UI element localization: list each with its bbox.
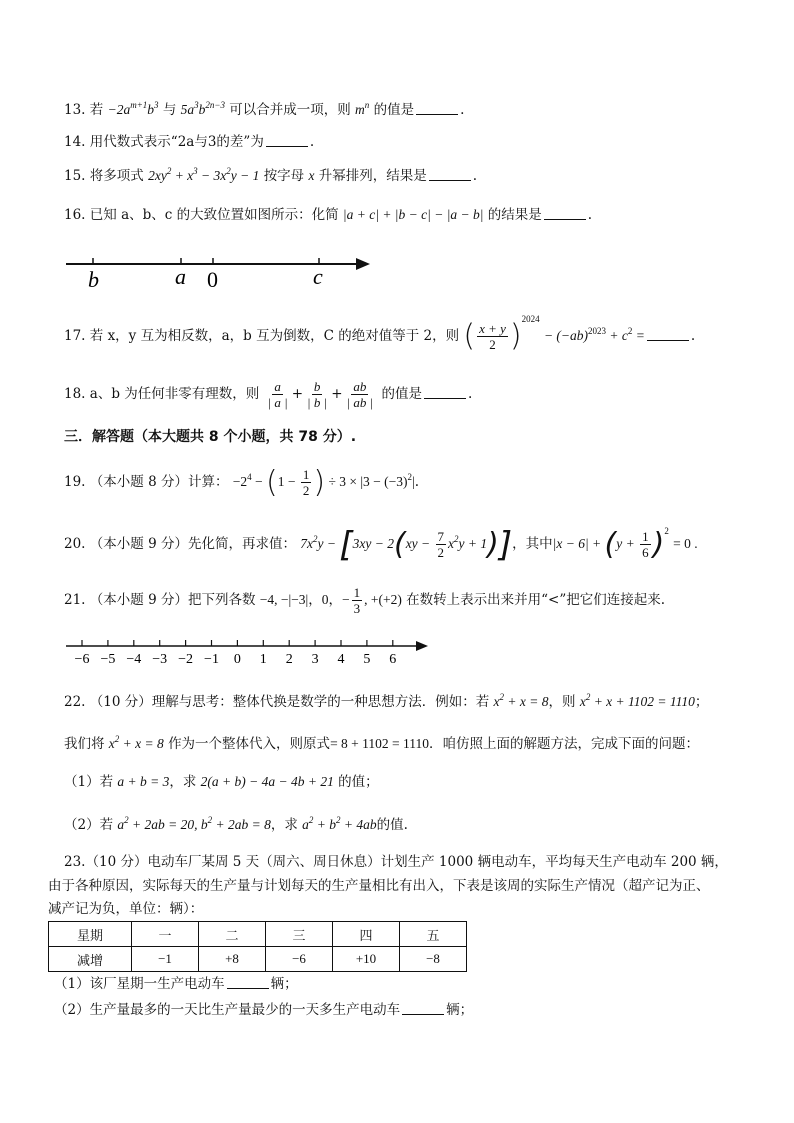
q17-number: 17. xyxy=(64,328,86,344)
table-row xyxy=(49,922,467,947)
question-22-part2 xyxy=(64,816,408,834)
q18-frac-b: $\frac{b}{| b |}$ xyxy=(307,379,328,410)
q16-label-zero: 0 xyxy=(207,267,218,292)
question-23-line3 xyxy=(48,900,203,918)
question-15 xyxy=(64,167,477,185)
q21-tick-label: 2 xyxy=(285,652,293,667)
q22-p2-b: ，求 xyxy=(270,817,298,833)
q13-term1: $-2a^{m+1}b^3$ xyxy=(107,100,159,117)
q18-text-a: a、b 为任何非零有理数，则 xyxy=(89,386,260,402)
table-header-cell: 二 xyxy=(199,922,266,947)
question-23-line2 xyxy=(48,877,710,895)
q16-number-line xyxy=(60,252,380,294)
q22-p2-c: 的值. xyxy=(376,817,408,833)
q14-end: . xyxy=(309,134,315,150)
question-23-part1 xyxy=(54,975,298,993)
q19-end: . xyxy=(414,474,420,490)
q15-text-d: 升幂排列，结果是 xyxy=(318,168,427,184)
question-22-line2 xyxy=(64,735,699,753)
q17-text-a: 若 x，y 互为相反数，a，b 互为倒数，C 的绝对值等于 2，则 xyxy=(89,328,460,344)
q13-text-b: 与 xyxy=(162,102,177,118)
q18-text-b: 的值是 xyxy=(381,386,422,402)
q17-paren-open: ( xyxy=(463,318,476,354)
q13-end: . xyxy=(460,102,465,118)
q19-number: 19. xyxy=(64,474,86,490)
q22-line2-b: 作为一个整体代入，则原式 xyxy=(168,736,331,752)
question-21 xyxy=(64,580,665,620)
q22-number: 22. xyxy=(64,694,86,710)
q15-variable: x xyxy=(308,168,315,183)
q18-answer-blank[interactable] xyxy=(424,386,466,399)
question-23-part2 xyxy=(54,1001,473,1019)
question-18: 18. a、b 为任何非零有理数，则 $\frac{a}{| a |}$ + $\frac{b}{| b |}$ + $\frac{ab}{| ab |}$ 的值是 . xyxy=(64,379,473,410)
q21-text-a: （本小题 9 分）把下列各数 xyxy=(89,592,256,608)
q21-tick-label: 1 xyxy=(259,652,267,667)
q22-p1-expr: 2(a + b) − 4a − 4b + 21 xyxy=(200,774,334,789)
q13-mn: $m^n$ xyxy=(355,100,370,117)
q22-line2-a: 我们将 xyxy=(64,736,105,752)
q21-tick-label: 4 xyxy=(337,652,345,667)
q13-text-a: 若 xyxy=(89,102,104,118)
q16-text-a: 已知 a、b、c 的大致位置如图所示：化简 xyxy=(89,207,339,223)
question-23 xyxy=(64,853,728,871)
table-header-cell: 五 xyxy=(400,922,467,947)
q21-tick-label: 6 xyxy=(389,652,397,667)
q16-label-a: a xyxy=(175,264,186,289)
q18-number: 18. xyxy=(64,386,86,402)
q23-line2: 由于各种原因，实际每天的生产量与计划每天的生产量相比有出入，下表是该周的实际生产情况（超产记为正、 xyxy=(48,878,710,894)
table-cell: −6 xyxy=(266,947,333,972)
q16-end: . xyxy=(587,207,593,223)
question-20 xyxy=(64,522,698,566)
table-cell: −8 xyxy=(400,947,467,972)
table-row xyxy=(49,947,467,972)
q13-text-c: 可以合并成一项，则 xyxy=(229,102,351,118)
q21-number: 21. xyxy=(64,592,86,608)
question-17 xyxy=(64,316,695,356)
q14-answer-blank[interactable] xyxy=(266,134,308,147)
q14-text-a: 用代数式表示“ xyxy=(89,134,178,150)
q23-number: 23. xyxy=(64,854,86,870)
q22-text-a: （10 分）理解与思考：整体代换是数学的一种思想方法．例如：若 xyxy=(89,694,490,710)
q16-number: 16. xyxy=(64,207,86,223)
q21-tick-label: −4 xyxy=(126,652,142,667)
q15-answer-blank[interactable] xyxy=(429,168,471,181)
q19-expression: $-2^4 - (1$ − $\frac{1}{2}$ ) ÷ $3 \times |3 - (-3)^2|$ xyxy=(232,464,415,500)
table-cell: +10 xyxy=(333,947,400,972)
q17-end: . xyxy=(690,328,696,344)
q23-p2-b: 辆； xyxy=(446,1002,474,1018)
q16-answer-blank[interactable] xyxy=(544,207,586,220)
q16-label-c: c xyxy=(313,264,323,289)
q15-text-a: 将多项式 xyxy=(89,168,144,184)
q22-p1-a: （1）若 xyxy=(64,774,114,790)
question-16 xyxy=(64,206,592,224)
table-header-cell: 星期 xyxy=(49,922,132,947)
q23-p1-b: 辆； xyxy=(270,976,298,992)
q20-text-a: （本小题 9 分）先化简，再求值： xyxy=(89,536,296,552)
q22-p2-cond: $a^2 + 2ab = 20$, $b^2 + 2ab = 8$ xyxy=(117,815,271,832)
production-table xyxy=(48,921,467,972)
q23-line3: 减产记为负，单位：辆）： xyxy=(48,901,204,917)
q16-label-b: b xyxy=(88,267,99,292)
q21-tick-label: −6 xyxy=(74,652,90,667)
table-cell: 减增 xyxy=(49,947,132,972)
q17-answer-blank[interactable] xyxy=(647,328,689,341)
q22-p1-c: 的值； xyxy=(338,774,379,790)
question-19 xyxy=(64,462,419,502)
q19-text-a: （本小题 8 分）计算： xyxy=(89,474,229,490)
q18-end: . xyxy=(467,386,473,402)
q13-answer-blank[interactable] xyxy=(416,102,458,115)
q13-term2: $5a^3b^{2n-3}$ xyxy=(180,100,225,117)
q14-number: 14. xyxy=(64,134,86,150)
q20-number: 20. xyxy=(64,536,86,552)
q13-text-d: 的值是 xyxy=(373,102,415,118)
q22-line2-eq: $x^2 + x = 8$ xyxy=(108,734,164,751)
q20-text-b: ，其中 xyxy=(512,536,553,552)
q23-p1-a: （1）该厂星期一生产电动车 xyxy=(54,976,225,992)
q17-rest: − $(-ab)^{2023} + c^2$ = xyxy=(543,326,645,343)
question-22: 22. （10 分）理解与思考：整体代换是数学的一种思想方法．例如：若 $x^2 + x = 8$，则 $x^2 + x + 1102 = 1110$； xyxy=(64,692,709,710)
q21-tick-label: −2 xyxy=(178,652,194,667)
q22-text-b: ，则 xyxy=(548,694,576,710)
q16-text-c: 的结果是 xyxy=(487,207,542,223)
q21-tick-label: 5 xyxy=(363,652,371,667)
q17-exponent-1: 2024 xyxy=(521,314,540,324)
q17-paren-close: ) xyxy=(509,318,522,354)
q15-text-b: 按字母 xyxy=(263,168,305,184)
q21-tick-label: −1 xyxy=(204,652,219,667)
q21-tick-label: −3 xyxy=(152,652,168,667)
q16-expression: |a + c| + |b − c| − |a − b| xyxy=(342,207,484,222)
q15-polynomial: $2xy^2 + x^3 - 3x^2y - 1$ xyxy=(148,166,260,183)
q22-line2-c: ．咱仿照上面的解题方法，完成下面的问题： xyxy=(429,736,700,752)
table-header-cell: 三 xyxy=(266,922,333,947)
table-cell: +8 xyxy=(199,947,266,972)
q22-example-result: $x^2 + x + 1102 = 1110$ xyxy=(579,692,695,709)
q22-p2-expr: $a^2 + b^2 + 4ab$ xyxy=(302,815,377,832)
q23-p2-answer-blank[interactable] xyxy=(402,1002,444,1015)
section-3-heading: 三．解答题（本大题共 8 个小题，共 78 分）. xyxy=(64,429,357,445)
q20-condition: |x − 6| + (y + $\frac{1}{6}$ )$^2$ xyxy=(552,526,669,562)
q22-p2-a: （2）若 xyxy=(64,817,114,833)
q14-text-c: ”为 xyxy=(243,134,264,150)
q18-frac-ab: $\frac{ab}{| ab |}$ xyxy=(346,379,374,410)
table-header-cell: 一 xyxy=(132,922,199,947)
q18-frac-a: $\frac{a}{| a |}$ xyxy=(267,379,288,410)
question-14 xyxy=(64,133,314,151)
q15-number: 15. xyxy=(64,168,86,184)
q17-exponent-2: 2023 xyxy=(588,326,607,336)
q23-line1: （10 分）电动车厂某周 5 天（周六、周日休息）计划生产 1000 辆电动车，平均每天生产电动车 200 辆， xyxy=(85,854,728,870)
q20-end: = 0 . xyxy=(673,536,698,551)
q22-p1-cond: a + b = 3 xyxy=(117,774,170,789)
q23-p1-answer-blank[interactable] xyxy=(227,976,269,989)
table-cell: −1 xyxy=(132,947,199,972)
question-22-part1 xyxy=(64,773,379,791)
q22-example-eq: $x^2 + x = 8$ xyxy=(493,692,549,709)
q14-expression: 2a与3的差 xyxy=(177,134,244,150)
q22-p1-b: ，求 xyxy=(169,774,197,790)
q23-p2-a: （2）生产量最多的一天比生产量最少的一天多生产电动车 xyxy=(54,1002,401,1018)
q13-number: 13. xyxy=(64,102,86,118)
table-header-cell: 四 xyxy=(333,922,400,947)
q21-tick-label: −5 xyxy=(100,652,116,667)
q21-numbers: −4, −|−3|，0，− $\frac{1}{3}$ , +(+2) xyxy=(259,585,402,617)
question-13 xyxy=(64,101,464,119)
q17-fraction: $\frac{x + y}{2}$ xyxy=(479,321,506,352)
q20-expression: $7x^2y - [3xy - 2(xy$ − $\frac{7}{2}$ $x^2y + 1$)] xyxy=(300,524,513,565)
q21-tick-label: 3 xyxy=(311,652,319,667)
q15-end: . xyxy=(472,168,478,184)
q21-number-line xyxy=(60,636,440,670)
q21-text-b: 在数转上表示出来并用“<”把它们连接起来. xyxy=(406,592,666,608)
q21-tick-label: 0 xyxy=(233,652,241,667)
q22-line2-result: = 8 + 1102 = 1110 xyxy=(330,736,430,751)
